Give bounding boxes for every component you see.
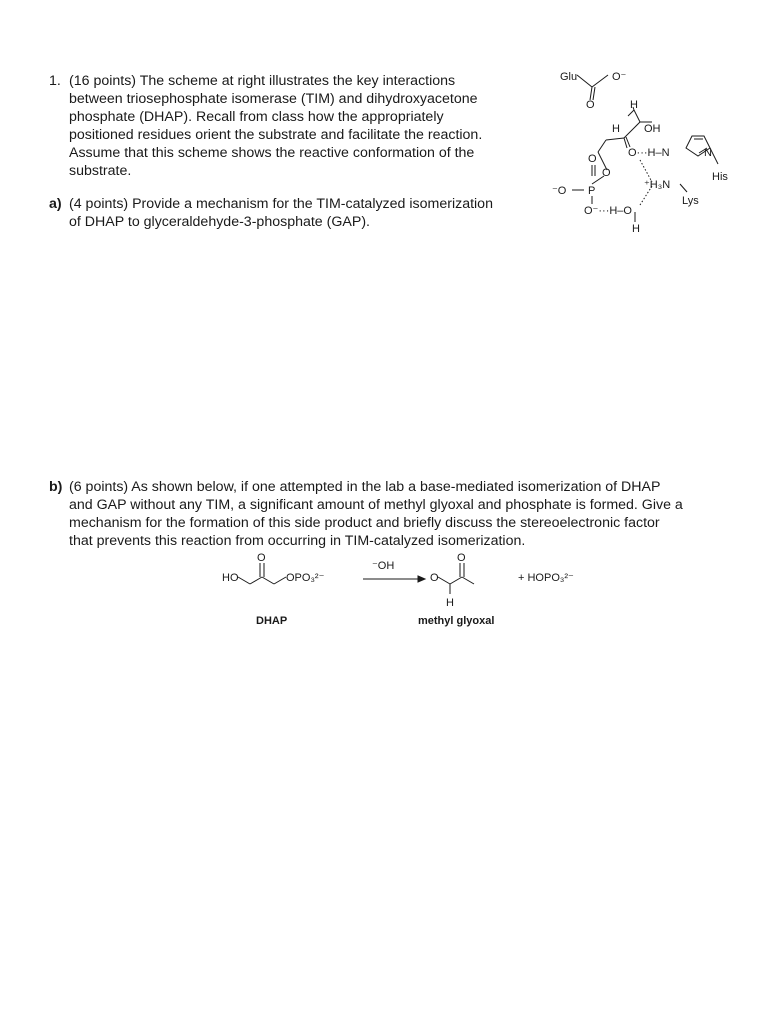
phosphate-product: + HOPO₃²⁻ (518, 572, 574, 584)
o-h-o-bond: O⁻···H–O (584, 205, 632, 217)
o-h-his-bond: O···H–N (628, 147, 670, 159)
c1-h-left: H (612, 123, 620, 135)
text-line: that prevents this reaction from occurring in TIM-catalyzed isomerization. (69, 533, 526, 549)
question-part-a (49, 195, 549, 231)
tim-active-site-scheme (540, 62, 740, 242)
lys-nh3: ⁺H₃N (644, 179, 671, 191)
c1-oh: OH (644, 123, 661, 135)
question-1 (49, 72, 529, 180)
part-label: a) (49, 196, 62, 212)
text-line: (16 points) The scheme at right illustrates the key interactions (69, 73, 456, 89)
text-line: substrate. (69, 163, 132, 179)
c1-h-top: H (630, 99, 638, 111)
phosphoryl-o: O (588, 153, 597, 165)
part-a-text (69, 195, 549, 231)
dhap-carbonyl-o: O (257, 552, 266, 564)
side-reaction-scheme (200, 550, 620, 635)
his-ring-n: N (704, 147, 712, 159)
lys-label: Lys (682, 195, 699, 207)
text-line: phosphate (DHAP). Recall from class how the appropriately (69, 109, 444, 125)
methyl-glyoxal-label: methyl glyoxal (418, 615, 495, 627)
part-label: b) (49, 479, 63, 495)
dhap-ho: HO (222, 572, 239, 584)
phosphate-o-minus: ⁻O (552, 185, 567, 197)
question-part-b (49, 478, 749, 550)
glyoxal-ketone-o: O (457, 552, 466, 564)
phosphorus: P (588, 185, 596, 197)
text-line: (6 points) As shown below, if one attempted in the lab a base-mediated isomerization of DHAP (69, 479, 661, 495)
text-line: between triosephosphate isomerase (TIM) and dihydroxyacetone (69, 91, 478, 107)
question-1-text (69, 72, 529, 180)
text-line: and GAP without any TIM, a significant amount of methyl glyoxal and phosphate is formed. Give a (69, 497, 683, 513)
dhap-opo3: OPO₃²⁻ (286, 572, 325, 584)
water-h: H (632, 223, 640, 235)
reagent-hydroxide: ⁻OH (372, 560, 395, 572)
glyoxal-aldehyde-o: O (430, 572, 439, 584)
glu-label: Glu (560, 71, 578, 83)
text-line: mechanism for the formation of this side product and briefly discuss the stereoelectronic factor (69, 515, 660, 531)
glu-o-minus: O⁻ (612, 71, 627, 83)
part-b-text (69, 478, 749, 550)
text-line: Assume that this scheme shows the reactive conformation of the (69, 145, 475, 161)
glyoxal-aldehyde-h: H (446, 597, 454, 609)
question-number: 1. (49, 73, 61, 89)
text-line: positioned residues orient the substrate and facilitate the reaction. (69, 127, 483, 143)
text-line: (4 points) Provide a mechanism for the TIM-catalyzed isomerization (69, 196, 493, 212)
his-label: His (712, 171, 728, 183)
ester-o: O (602, 167, 611, 179)
dhap-label: DHAP (256, 615, 288, 627)
text-line: of DHAP to glyceraldehyde-3-phosphate (GAP). (69, 214, 370, 230)
glu-carbonyl-o: O (586, 99, 595, 111)
